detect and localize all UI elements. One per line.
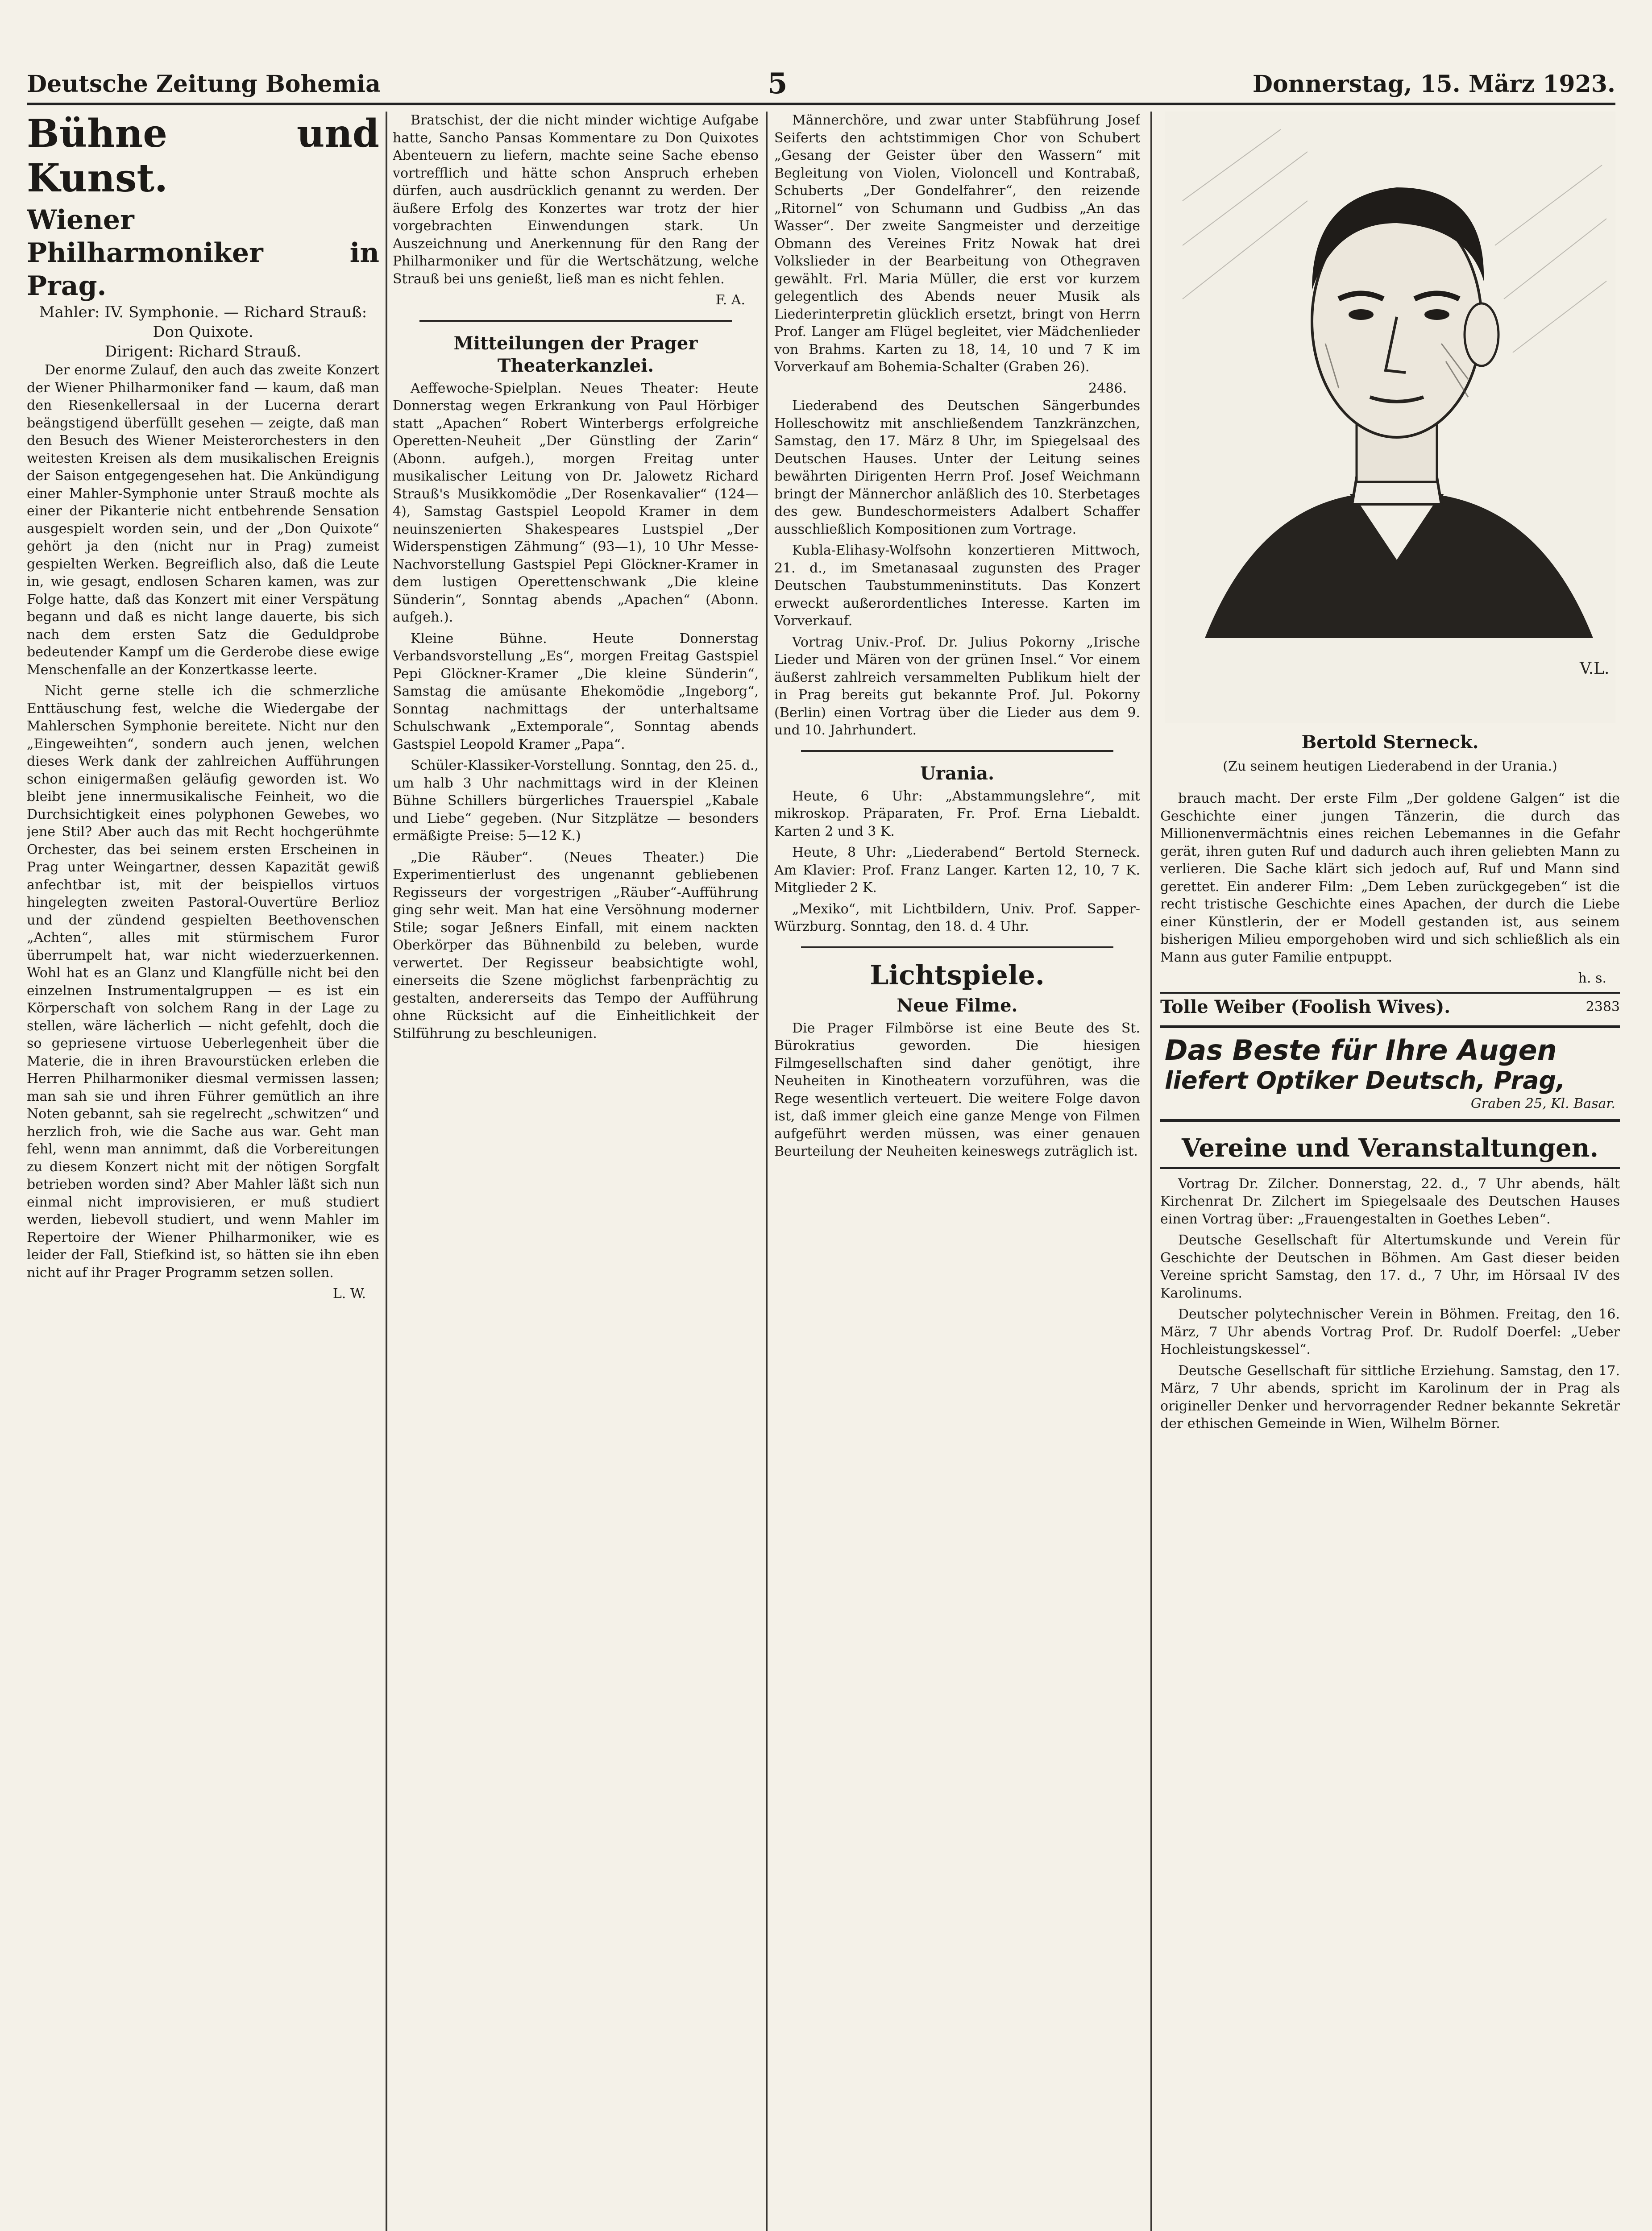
kino-paragraph: brauch macht. Der erste Film „Der goldene Galgen“ ist die Geschichte einer jungen Tänzerin, die durch das Millionenvermächtnis eines reichen Lebemannes in die Gefahr gerät, ihren guten Ruf und dadurch auch ihren geliebten Mann zu verlieren. Die Sache klärt sich jedoch auf, Ruf und Mann sind gerettet. Ein anderer Film: „Dem Leben zurückgegeben“ ist die recht tristische Geschichte eines Apachen, der durch die Liebe einer Künstlerin, der er Modell gestanden ist, aus seinem bisherigen Milieu emporgehoben wird und sich schließlich als ein Mann aus guter Familie entpuppt. <box>1160 791 1620 965</box>
divider <box>801 750 1113 752</box>
portrait-subcaption: (Zu seinem heutigen Liederabend in der Urania.) <box>1223 759 1557 774</box>
notice-paragraph: Schüler-Klassiker-Vorstellung. Sonntag, den 25. d., um halb 3 Uhr nachmittags wird in der Kleinen Bühne Schillers bürgerliches Trauerspiel „Kabale und Liebe“ gegeben. (Nur Sitzplätze — besonders ermäßigte Preise: 5—12 K.) <box>393 758 759 844</box>
urania-headline: Urania. <box>920 763 994 784</box>
urania-paragraph: „Mexiko“, mit Lichtbildern, Univ. Prof. Sapper-Würzburg. Sonntag, den 18. d. 4 Uhr. <box>774 901 1140 934</box>
column-rule <box>386 112 387 2231</box>
article-signature: h. s. <box>1578 970 1606 986</box>
portrait-caption: Bertold Sterneck. <box>1301 732 1479 753</box>
notice-paragraph: Kleine Bühne. Heute Donnerstag Verbandsvorstellung „Es“, morgen Freitag Gastspiel Pepi Glöckner-Kramer „Die kleine Sünderin“, Samstag die amüsante Ehekomödie „Ingeborg“, Sonntag nachmittags der unterhaltsame Schulschwank „Extemporale“, Sonntag abends Gastspiel Leopold Kramer „Papa“. <box>393 630 759 752</box>
vereine-headline: Vereine und Veranstaltungen. <box>1182 1133 1598 1163</box>
divider <box>801 946 1113 948</box>
kino-paragraph: Die Prager Filmbörse ist eine Beute des St. Bürokratius geworden. Die hiesigen Filmgesellschaften sind daher genötigt, ihre Neuheiten in Kinotheatern vorzuführen, was die Rege wesentlich verteuert. Die weitere Folge davon ist, daß immer gleich eine ganze Menge von Filmen aufgeführt werden müssen, was einer genauen Beurteilung der Neuheiten keineswegs zuträglich ist. <box>774 1020 1140 1159</box>
notice-paragraph: Aeffewoche-Spielplan. Neues Theater: Heute Donnerstag wegen Erkrankung von Paul Hörbiger statt „Apachen“ Robert Winterbergs erfolgreiche Operetten-Neuheit „Der Günstling der Zarin“ (Abonn. aufgeh.), morgen Freitag unter musikalischer Leitung von Dr. Jalowetz Richard Strauß's Musikkomödie „Der Rosenkavalier“ (124—4), Samstag Gastspiel Leopold Kramer in dem neuinszenierten Shakespeares Lustspiel „Der Widerspenstigen Zähmung“ (93—1), 10 Uhr Messe-Nachvorstellung Gastspiel Pepi Glöckner-Kramer in dem lustigen Operettenschwank „Die kleine Sünderin“, Sonntag abends „Apachen“ (Abonn. aufgeh.). <box>393 380 759 625</box>
film-advert-number: 2383 <box>1586 999 1620 1015</box>
optician-advert <box>1160 1025 1620 1122</box>
notice-number: 2486. <box>1088 380 1127 396</box>
article-signature: F. A. <box>715 292 745 308</box>
article-headline: Wiener Philharmoniker in Prag. <box>27 204 379 302</box>
vereine-paragraph: Deutsche Gesellschaft für sittliche Erziehung. Samstag, den 17. März, 7 Uhr abends, spricht im Karolinum der in Prag als origineller Denker und hervorragender Redner bekannte Sekretär der ethischen Gemeinde in Wien, Wilhelm Börner. <box>1160 1363 1620 1431</box>
article-paragraph: Der enorme Zulauf, den auch das zweite Konzert der Wiener Philharmoniker fand — kaum, daß man den Riesenkellersaal in der Lucerna derart beängstigend überfüllt gesehen — zeigte, daß man den Besuch des Wiener Meisterorchesters in den weitesten Kreisen als dem musikalischen Ereignis der Saison entgegengesehen hat. Die Ankündigung einer Mahler-Symphonie unter Strauß mochte als einer der Pikanterie nicht entbehrende Sensation ausgespielt worden sein, und der „Don Quixote“ gehört ja den (nicht nur in Prag) zumeist gespielten Werken. Begreiflich also, daß die Leute in, wie gesagt, endlosen Scharen kamen, was zur Folge hatte, daß das Konzert mit einer Verspätung begann und daß es nicht lange dauerte, bis sich nach dem ersten Satz die Geduldprobe bedeutender Kampf um die Gerderobe diese ewige Menschenfalle an der Konzertkasse leerte. <box>27 362 379 678</box>
vereine-paragraph: Vortrag Dr. Zilcher. Donnerstag, 22. d., 7 Uhr abends, hält Kirchenrat Dr. Zilchert im Spiegelsaale des Deutschen Hauses einen Vortrag über: „Frauengestalten in Goethes Leben“. <box>1160 1176 1620 1227</box>
notice-paragraph: Kubla-Elihasy-Wolfsohn konzertieren Mittwoch, 21. d., im Smetanasaal zugunsten des Prager Deutschen Taubstummeninstituts. Das Konzert erweckt außerordentliches Interesse. Karten im Vorverkauf. <box>774 543 1140 629</box>
artist-monogram: V.L. <box>1580 659 1610 678</box>
vereine-paragraph: Deutsche Gesellschaft für Altertumskunde und Verein für Geschichte der Deutschen in Böhmen. Am Gast dieser beiden Vereine spricht Samstag, den 17. d., 7 Uhr, im Hörsaal IV des Karolinums. <box>1160 1232 1620 1301</box>
urania-paragraph: Heute, 8 Uhr: „Liederabend“ Bertold Sterneck. Am Klavier: Prof. Franz Langer. Karten 12, 10, 7 K. Mitglieder 2 K. <box>774 845 1140 896</box>
column-rule <box>766 112 768 2231</box>
urania-paragraph: Heute, 6 Uhr: „Abstammungslehre“, mit mikroskop. Präparaten, Fr. Prof. Erna Liebaldt. Karten 2 und 3 K. <box>774 788 1140 839</box>
film-advert <box>1160 992 1620 1016</box>
article-subtitle: Mahler: IV. Symphonie. — Richard Strauß: Don Quixote. <box>39 303 367 341</box>
notice-paragraph: Liederabend des Deutschen Sängerbundes Holleschowitz mit anschließendem Tanzkränzchen, Samstag, den 17. März 8 Uhr, im Spiegelsaal des Deutschen Hauses. Unter der Leitung seines bewährten Dirigenten Herrn Prof. Josef Weichmann bringt der Männerchor anläßlich des 10. Sterbetages des gew. Bundeschormeisters Adalbert Schaffer ausschließlich Kompositionen zum Vortrage. <box>774 398 1140 537</box>
page-number: 5 <box>768 67 788 100</box>
kino-subheadline: Neue Filme. <box>897 995 1018 1016</box>
section-headline: Mitteilungen der Prager Theaterkanzlei. <box>453 332 698 376</box>
section-title: Bühne und Kunst. <box>27 112 379 201</box>
notice-paragraph: Vortrag Univ.-Prof. Dr. Julius Pokorny „Irische Lieder und Mären von der grünen Insel.“ Vor einem äußerst zahlreich versammelten Publikum hielt der in Prag bereits gut bekannte Prof. Jul. Pokorny (Berlin) einen Vortrag über die Lieder aus dem 9. und 10. Jahrhundert. <box>774 634 1140 738</box>
divider <box>1160 1167 1620 1169</box>
kino-headline: Lichtspiele. <box>870 959 1045 991</box>
advert-company: liefert Optiker Deutsch, Prag, <box>1165 1066 1565 1095</box>
article-conductor: Dirigent: Richard Strauß. <box>104 343 302 361</box>
divider <box>419 320 732 322</box>
notice-paragraph: Männerchöre, und zwar unter Stabführung Josef Seiferts den achtstimmigen Chor von Schubert „Gesang der Geister über den Wassern“ mit Begleitung von Violen, Violoncell und Kontrabaß, Schuberts „Der Gondelfahrer“, den reizende „Ritornel“ von Schumann und Gudbiss „An das Wasser“. Der zweite Sangmeister und derzeitige Obmann des Vereines Fritz Nowak hat drei Volkslieder in der Bearbeitung von Othegraven gewählt. Frl. Maria Müller, die erst vor kurzem gelegentlich des Abends neuer Musik als Liederinterpretin glücklich ersetzt, bringt von Herrn Prof. Langer am Flügel begleitet, vier Mädchenlieder von Brahms. Karten zu 18, 14, 10 und 7 K im Vorverkauf am Bohemia-Schalter (Graben 26). <box>774 112 1140 375</box>
column-1 <box>27 112 379 2231</box>
advert-headline: Das Beste für Ihre Augen <box>1165 1034 1557 1066</box>
masthead <box>27 67 1615 105</box>
notice-paragraph: „Die Räuber“. (Neues Theater.) Die Experimentierlust des ungenannt gebliebenen Regisseurs der vorgestrigen „Räuber“-Aufführung ging sehr weit. Man hat eine Versöhnung moderner Stile; sogar Jeßners Einfall, mit einem nackten Oberkörper das Bühnenbild zu beleben, wurde verwertet. Der Regisseur beabsichtigte wohl, einerseits die Szene möglichst farbenprächtig zu gestalten, andererseits das Tempo der Aufführung ohne Rücksicht auf die Einheitlichkeit der Stilführung zu beschleunigen. <box>393 849 759 1041</box>
column-rule <box>1150 112 1152 2231</box>
column-3 <box>774 112 1140 2231</box>
issue-date: Donnerstag, 15. März 1923. <box>1252 70 1615 98</box>
column-2 <box>393 112 759 2231</box>
article-signature: L. W. <box>332 1286 366 1302</box>
newspaper-name: Deutsche Zeitung Bohemia <box>27 70 381 98</box>
article-paragraph: Bratschist, der die nicht minder wichtige Aufgabe hatte, Sancho Pansas Kommentare zu Don Quixotes Abenteuern zu liefern, machte seine Sache ebenso vortrefflich und hätte schon Anspruch erheben dürfen, auch ausdrücklich genannt zu werden. Der äußere Erfolg des Konzertes war trotz der hier vorgebrachten Einwendungen stark. Un Auszeichnung und Anerkennung für den Rang der Philharmoniker und für die Wertschätzung, welche Strauß bei uns genießt, ließ man es nicht fehlen. <box>393 112 759 287</box>
vereine-paragraph: Deutscher polytechnischer Verein in Böhmen. Freitag, den 16. März, 7 Uhr abends Vortrag Prof. Dr. Rudolf Doerfel: „Ueber Hochleistungskessel“. <box>1160 1306 1620 1357</box>
column-4-text <box>1160 790 1620 1436</box>
film-advert-title: Tolle Weiber (Foolish Wives). <box>1160 996 1451 1017</box>
article-paragraph: Nicht gerne stelle ich die schmerzliche Enttäuschung fest, welche die Wiedergabe der Mahlerschen Symphonie bereitete. Nicht nur den „Eingeweihten“, sondern auch jenen, welchen dieses Werk dank der zahlreichen Aufführungen schon einigermaßen geläufig geworden ist. Wo bleibt jene innermusikalische Feinheit, wo die Durchsichtigkeit eines polyphonen Gewebes, wo jene Stil? Aber auch das mit Recht hochgerühmte Orchester, das bei seinem ersten Erscheinen in Prag unter Weingartner, dessen Kapazität gewiß anfechtbar ist, mit der beispiellos virtuos hingelegten zweiten Pastoral-Ouvertüre Berlioz und der zündend gespielten Beethovenschen „Achten“, alles mit stürmischem Furor überrumpelt hat, war nicht wiederzuerkennen. Wohl hat es an Glanz und Klangfülle nicht bei den einzelnen Instrumentalgruppen — es ist ein Körperschaft von solchem Rang in der Lage zu stellen, wäre lächerlich — nicht gefehlt, doch die so gepriesene virtuose Ueberlegenheit über die Materie, die in ihren Bravourstücken erleben die Herren Philharmoniker diesmal vermissen lassen; man sah sie und ihren Führer gemütlich an ihre Noten gebannt, sah sie regelrecht „schwitzen“ und herzlich froh, wie die Sache aus war. Geht man fehl, wenn man annimmt, daß die Vorbereitungen zu diesem Konzert nicht mit der nötigen Sorgfalt betrieben worden sind? Aber Mahler läßt sich nun einmal nicht improvisieren, er muß studiert werden, liebevoll studiert, und wenn Mahler im Repertoire der Wiener Philharmoniker, wie es leider der Fall, Stiefkind ist, so hätten sie ihn eben nicht auf ihr Prager Programm setzen sollen. <box>27 683 379 1281</box>
portrait-illustration <box>1165 112 1615 723</box>
advert-address: Graben 25, Kl. Basar. <box>1470 1096 1615 1111</box>
